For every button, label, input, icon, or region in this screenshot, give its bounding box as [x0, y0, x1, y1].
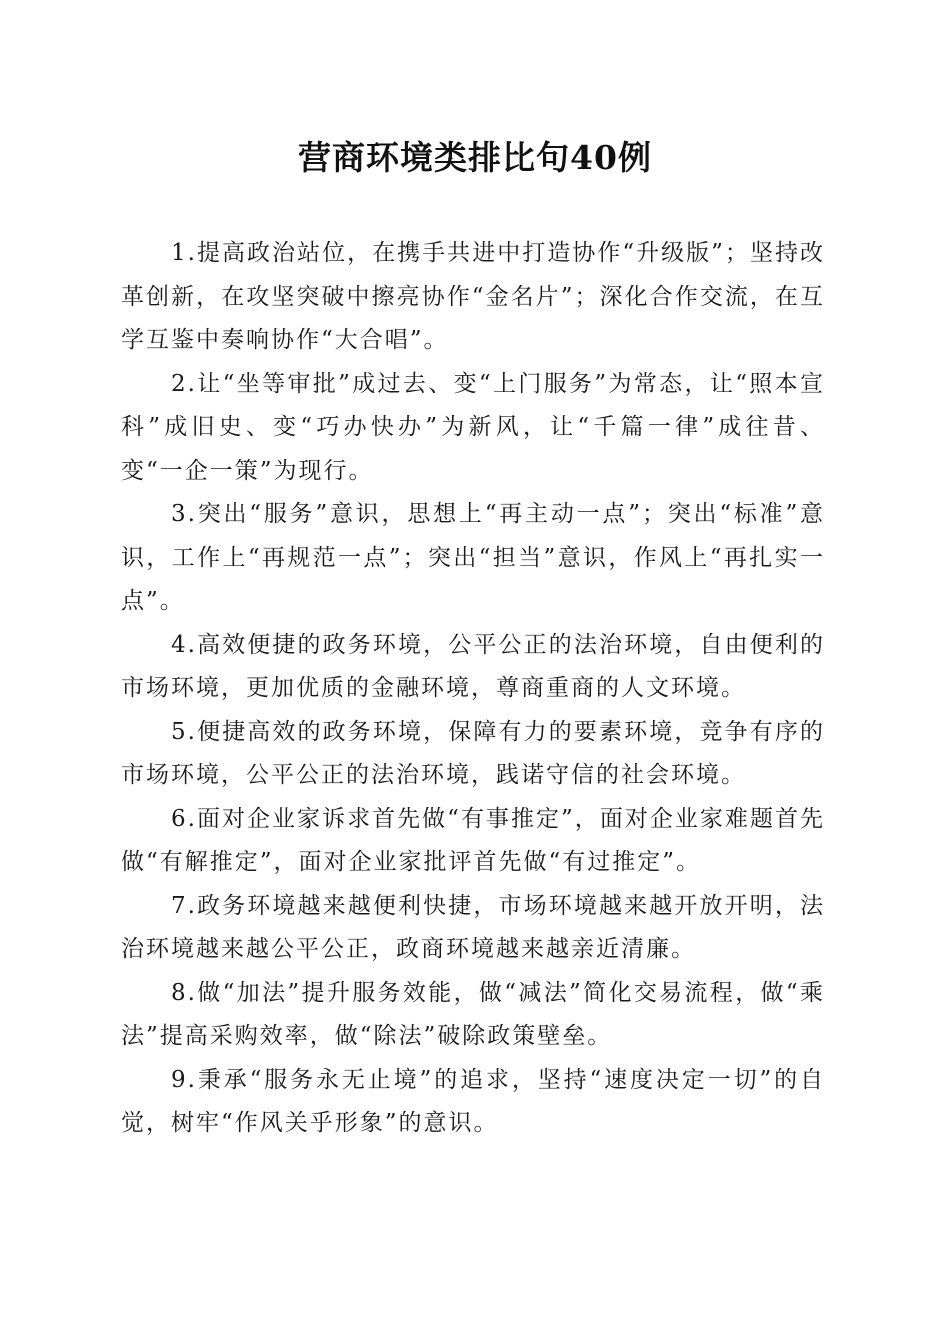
paragraph-2: 2.让“坐等审批”成过去、变“上门服务”为常态，让“照本宣科”成旧史、变“巧办快办”为新风，让“千篇一律”成往昔、变“一企一策”为现行。: [121, 370, 825, 484]
paragraph-3: 3.突出“服务”意识，思想上“再主动一点”；突出“标准”意识，工作上“再规范一点”；突出“担当”意识，作风上“再扎实一点”。: [121, 501, 825, 614]
paragraph-8: 8.做“加法”提升服务效能，做“减法”简化交易流程，做“乘法”提高采购效率，做“除法”破除政策壁垒。: [121, 979, 825, 1049]
paragraph-1: 1.提高政治站位，在携手共进中打造协作“升级版”；坚持改革创新，在攻坚突破中擦亮协作“金名片”；深化合作交流，在互学互鉴中奏响协作“大合唱”。: [121, 240, 825, 353]
paragraph-7: 7.政务环境越来越便利快捷，市场环境越来越开放开明，法治环境越来越公平公正，政商环境越来越亲近清廉。: [121, 892, 825, 962]
paragraph-5: 5.便捷高效的政务环境，保障有力的要素环境，竞争有序的市场环境，公平公正的法治环境，践诺守信的社会环境。: [121, 718, 825, 788]
document-body: [121, 232, 825, 1146]
document-title: 营商环境类排比句40例: [298, 138, 652, 177]
paragraph-9: 9.秉承“服务永无止境”的追求，坚持“速度决定一切”的自觉，树牢“作风关乎形象”的意识。: [121, 1066, 825, 1136]
paragraph-4: 4.高效便捷的政务环境，公平公正的法治环境，自由便利的市场环境，更加优质的金融环境，尊商重商的人文环境。: [121, 631, 825, 701]
paragraph-6: 6.面对企业家诉求首先做“有事推定”，面对企业家难题首先做“有解推定”，面对企业家批评首先做“有过推定”。: [121, 805, 825, 875]
